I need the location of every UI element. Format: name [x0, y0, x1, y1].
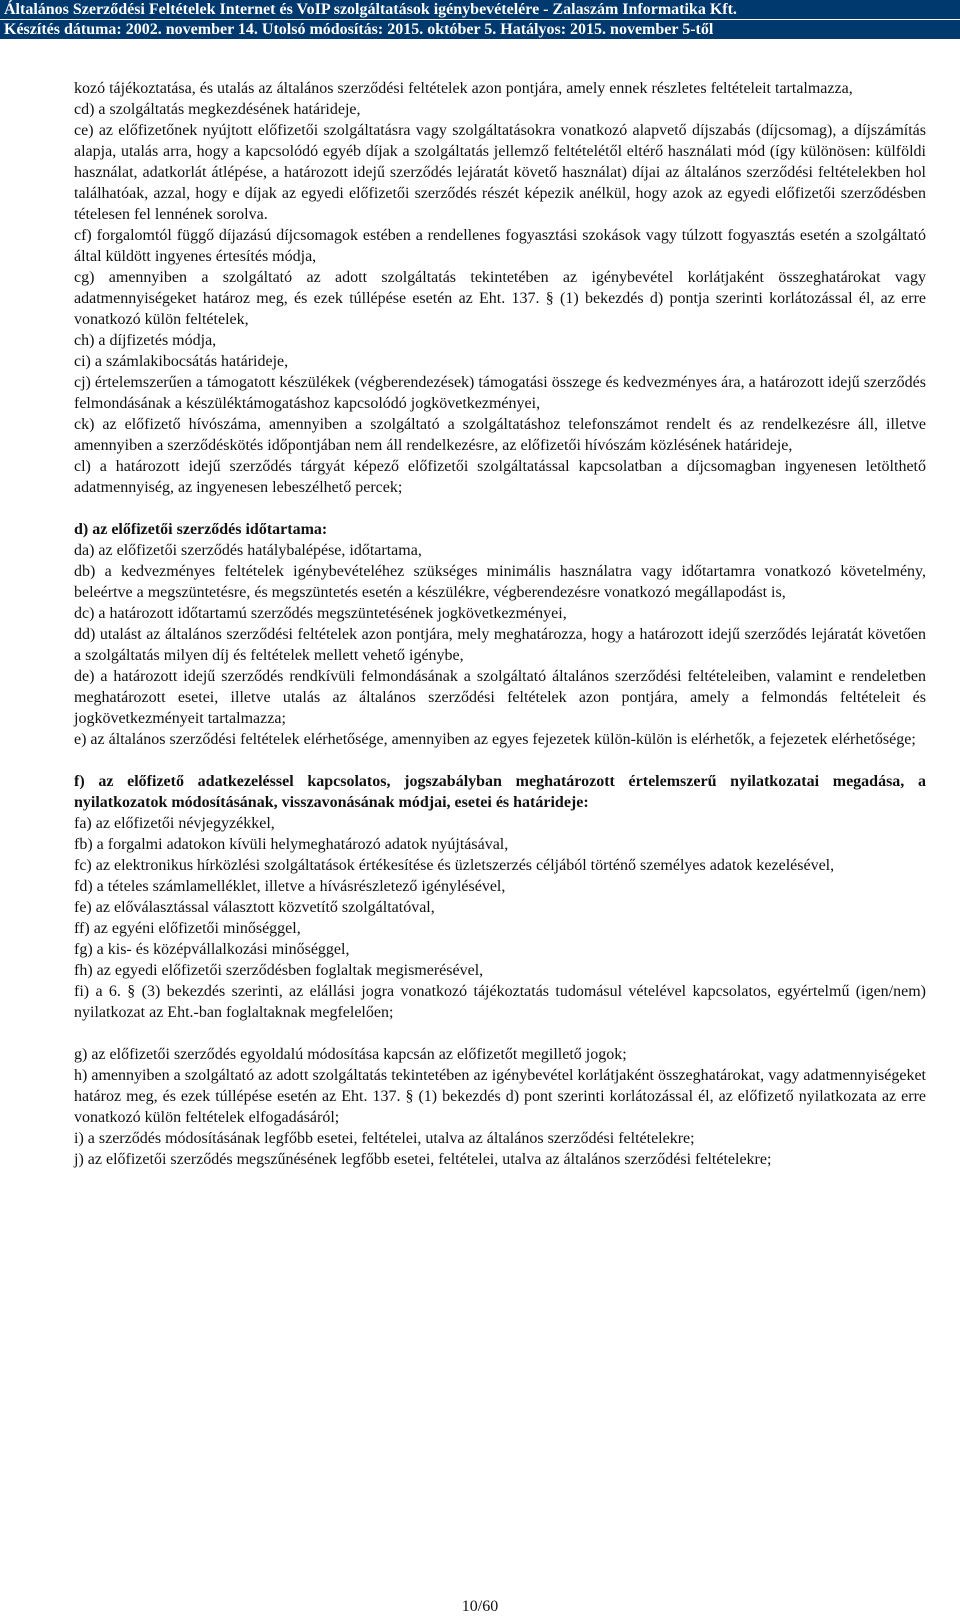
paragraph: g) az előfizetői szerződés egyoldalú módosítása kapcsán az előfizetőt megillető jogok; [74, 1046, 627, 1063]
paragraph: fc) az elektronikus hírközlési szolgáltatások értékesítése és üzletszerzés céljából történő személyes adatok kezelésével, [74, 857, 835, 874]
spacer [74, 498, 926, 519]
paragraph: kozó tájékoztatása, és utalás az általános szerződési feltételek azon pontjára, amely ennek részletes feltételeit tartalmazza, [74, 80, 853, 97]
paragraph: fd) a tételes számlamelléklet, illetve a hívásrészletező igénylésével, [74, 878, 506, 895]
paragraph: cd) a szolgáltatás megkezdésének határideje, [74, 101, 361, 118]
paragraph: cf) forgalomtól függő díjazású díjcsomagok estében a rendellenes fogyasztási szokások vagy túlzott fogyasztás esetén a szolgáltató által küldött ingyenes értesítés módja, [74, 227, 926, 265]
paragraph: fb) a forgalmi adatokon kívüli helymeghatározó adatok nyújtásával, [74, 836, 509, 853]
paragraph: ff) az egyéni előfizetői minőséggel, [74, 920, 301, 937]
section-heading-f: f) az előfizető adatkezeléssel kapcsolatos, jogszabályban meghatározott értelemszerű nyilatkozatai megadása, a nyilatkozatok módosításának, visszavonásának módjai, esetei és határideje: [74, 773, 926, 811]
paragraph: cg) amennyiben a szolgáltató az adott szolgáltatás tekintetében az igénybevétel korlátjaként összeghatárokat vagy adatmennyiségeket határoz meg, és ezek túllépése esetén az Eht. 137. § (1) bekezdés d) pontja szerinti korlátozással él, az erre vonatkozó külön feltételek, [74, 269, 926, 328]
paragraph: dd) utalást az általános szerződési feltételek azon pontjára, mely meghatározza, hogy a határozott idejű szerződés lejáratát követően a szolgáltatás milyen díj és feltételek mellett vehető igénybe, [74, 626, 926, 664]
paragraph: db) a kedvezményes feltételek igénybevételéhez szükséges minimális használatra vagy időtartamra vonatkozó követelmény, beleértve a megszüntetésre, és megszüntetés esetén a készülékre, végberendezésre vonatkozó megállapodást is, [74, 563, 926, 601]
paragraph: fi) a 6. § (3) bekezdés szerinti, az elállási jogra vonatkozó tájékoztatás tudomásul vételével kapcsolatos, egyértelmű (igen/nem) nyilatkozat az Eht.-ban foglaltaknak megfelelően; [74, 983, 926, 1021]
paragraph: cl) a határozott idejű szerződés tárgyát képező előfizetői szolgáltatással kapcsolatban a díjcsomagban ingyenesen letölthető adatmennyiség, az ingyenesen lebeszélhető percek; [74, 458, 926, 496]
paragraph: dc) a határozott időtartamú szerződés megszüntetésének jogkövetkezményei, [74, 605, 567, 622]
paragraph: fe) az előválasztással választott közvetítő szolgáltatóval, [74, 899, 435, 916]
paragraph: ce) az előfizetőnek nyújtott előfizetői szolgáltatásra vagy szolgáltatásokra vonatkozó alapvető díjszabás (díjcsomag), a díjszámítás alapja, utalás arra, hogy a kapcsolódó egyéb díjak a szolgáltatás jellemző feltételétől eltérő használati mód (így különösen: külföldi használat, adatkorlát átlépése, a határozott idejű szerződés lejáratát követő használat) díjai az általános szerződési feltételekben hol találhatóak, azzal, hogy e díjak az egyedi előfizetői szerződés részét képezik anélkül, hogy azok az egyedi előfizetői szerződésben tételesen fel lennének sorolva. [74, 122, 926, 223]
paragraph: ch) a díjfizetés módja, [74, 332, 217, 349]
paragraph: h) amennyiben a szolgáltató az adott szolgáltatás tekintetében az igénybevétel korlátjaként összeghatárokat, vagy adatmennyiségeket határoz meg, és ezek túllépése esetén az Eht. 137. § (1) bekezdés d) pont szerinti korlátozással él, az előfizető nyilatkozata az erre vonatkozó külön feltételek elfogadásáról; [74, 1067, 926, 1126]
paragraph: i) a szerződés módosításának legfőbb esetei, feltételei, utalva az általános szerződési feltételekre; [74, 1130, 695, 1147]
paragraph: cj) értelemszerűen a támogatott készülékek (végberendezések) támogatási összege és kedvezményes ára, a határozott idejű szerződés felmondásának a készüléktámogatáshoz kapcsolódó jogkövetkezményei, [74, 374, 926, 412]
paragraph: da) az előfizetői szerződés hatálybalépése, időtartama, [74, 542, 422, 559]
header-dates: Készítés dátuma: 2002. november 14. Utolsó módosítás: 2015. október 5. Hatályos: 2015. november 5-től [0, 20, 960, 39]
section-heading-d: d) az előfizetői szerződés időtartama: [74, 521, 328, 538]
spacer [74, 750, 926, 771]
document-body [74, 78, 926, 1170]
page-number: 10/60 [461, 1598, 499, 1615]
paragraph: fh) az egyedi előfizetői szerződésben foglaltak megismerésével, [74, 962, 484, 979]
paragraph: fg) a kis- és középvállalkozási minőséggel, [74, 941, 350, 958]
paragraph: j) az előfizetői szerződés megszűnésének legfőbb esetei, feltételei, utalva az általános szerződési feltételekre; [74, 1151, 772, 1168]
paragraph: e) az általános szerződési feltételek elérhetősége, amennyiben az egyes fejezetek külön-külön is elérhetők, a fejezetek elérhetősége; [74, 731, 916, 748]
header-title: Általános Szerződési Feltételek Internet és VoIP szolgáltatások igénybevételére - Zalaszám Informatika Kft. [0, 0, 960, 19]
spacer [74, 1023, 926, 1044]
paragraph: fa) az előfizetői névjegyzékkel, [74, 815, 275, 832]
paragraph: ck) az előfizető hívószáma, amennyiben a szolgáltató a szolgáltatáshoz telefonszámot rendelt és az rendelkezésre áll, illetve amennyiben a szerződéskötés időpontjában nem áll rendelkezésre, az előfizetői hívószám közlésének határideje, [74, 416, 926, 454]
document-header [0, 0, 960, 39]
paragraph: ci) a számlakibocsátás határideje, [74, 353, 289, 370]
paragraph: de) a határozott idejű szerződés rendkívüli felmondásának a szolgáltató általános szerződési feltételeiben, valamint e rendeletben meghatározott esetei, illetve utalás az általános szerződési feltételek azon pontjára, amely a felmondás feltételeit és jogkövetkezményeit tartalmazza; [74, 668, 926, 727]
